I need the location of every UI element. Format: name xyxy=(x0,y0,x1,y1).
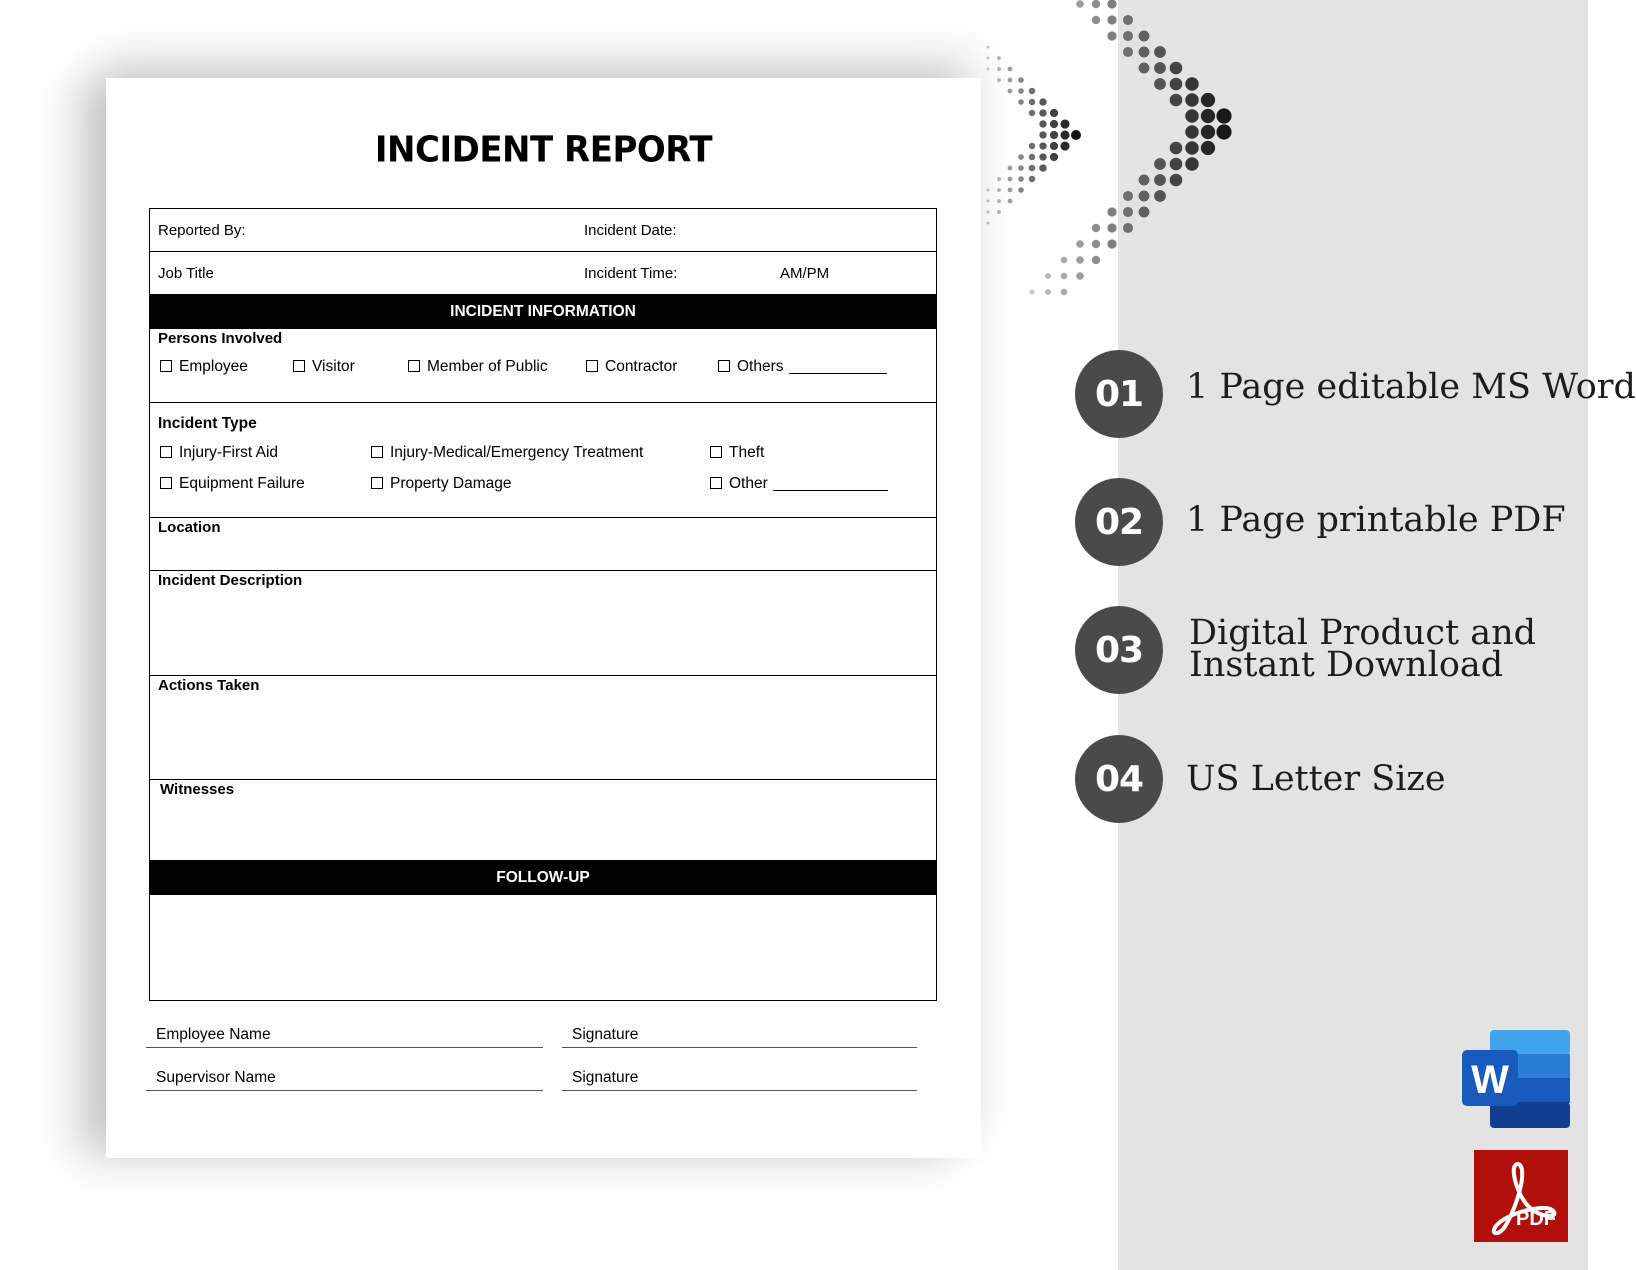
halftone-dot xyxy=(987,222,990,225)
halftone-dot xyxy=(1018,77,1024,83)
actions-taken-label: Actions Taken xyxy=(158,677,260,694)
halftone-dot xyxy=(1029,165,1036,172)
job-title-row xyxy=(150,252,936,294)
reported-by-row xyxy=(150,209,936,252)
checkbox-others[interactable]: Others xyxy=(718,358,887,376)
halftone-dot xyxy=(1061,257,1068,264)
halftone-dot xyxy=(987,68,990,71)
halftone-dot xyxy=(987,211,990,214)
halftone-dot xyxy=(1060,130,1069,139)
halftone-dot xyxy=(1039,142,1046,149)
halftone-dot xyxy=(1029,154,1036,161)
actions-taken-section[interactable] xyxy=(150,676,936,780)
halftone-dot xyxy=(1060,119,1069,128)
checkbox-icon[interactable] xyxy=(160,446,172,458)
supervisor-signature-line[interactable] xyxy=(562,1069,917,1091)
halftone-dot xyxy=(1071,130,1081,140)
incident-form xyxy=(149,208,937,1001)
page-title: INCIDENT REPORT xyxy=(374,129,713,171)
location-section[interactable] xyxy=(150,518,936,571)
supervisor-name-label: Supervisor Name xyxy=(156,1069,276,1086)
halftone-dot xyxy=(1008,166,1013,171)
word-icon xyxy=(1462,1030,1570,1128)
checkbox-icon[interactable] xyxy=(586,360,598,372)
halftone-dot xyxy=(1107,31,1116,40)
halftone-dot xyxy=(997,188,1001,192)
halftone-dot xyxy=(1029,88,1036,95)
checkbox-icon[interactable] xyxy=(160,477,172,489)
feature-text: US Letter Size xyxy=(1186,759,1446,799)
halftone-dot xyxy=(1045,289,1051,295)
svg-text:W: W xyxy=(1471,1058,1509,1102)
others-blank-line[interactable] xyxy=(789,359,887,374)
halftone-dot xyxy=(1076,240,1084,248)
feature-number-badge: 01 xyxy=(1075,350,1163,438)
employee-signature-line[interactable] xyxy=(562,1026,917,1048)
witnesses-label: Witnesses xyxy=(160,781,235,798)
halftone-dot xyxy=(1050,153,1058,161)
persons-involved-label: Persons Involved xyxy=(158,330,283,347)
halftone-dot xyxy=(1050,120,1058,128)
halftone-dot xyxy=(997,56,1001,60)
halftone-dot xyxy=(1050,109,1058,117)
incident-type-section xyxy=(150,403,936,518)
halftone-dot xyxy=(1018,187,1024,193)
halftone-dot xyxy=(1076,0,1084,8)
halftone-dot xyxy=(1107,0,1116,9)
halftone-dot xyxy=(997,67,1001,71)
incident-time-label: Incident Time: xyxy=(584,265,678,282)
halftone-dot xyxy=(987,46,990,49)
feature-text: Digital Product and Instant Download xyxy=(1189,613,1537,685)
employee-name-line[interactable] xyxy=(146,1026,543,1048)
halftone-dot xyxy=(997,78,1001,82)
checkbox-employee[interactable]: Employee xyxy=(160,358,248,376)
checkbox-icon[interactable] xyxy=(408,360,420,372)
halftone-dot xyxy=(1008,67,1013,72)
other-blank-line[interactable] xyxy=(773,476,888,491)
checkbox-theft[interactable]: Theft xyxy=(710,444,764,462)
halftone-dot xyxy=(1018,154,1024,160)
halftone-dot xyxy=(1107,239,1116,248)
halftone-dot xyxy=(1039,131,1046,138)
persons-involved-section xyxy=(150,329,936,403)
halftone-dot xyxy=(987,189,990,192)
halftone-dot xyxy=(987,200,990,203)
witnesses-section[interactable] xyxy=(150,780,936,860)
halftone-dot xyxy=(987,57,990,60)
halftone-dot xyxy=(1008,78,1013,83)
halftone-dot xyxy=(1076,272,1084,280)
halftone-dot xyxy=(1030,290,1035,295)
feature-number-badge: 03 xyxy=(1075,606,1163,694)
checkbox-icon[interactable] xyxy=(718,360,730,372)
halftone-dot xyxy=(1092,256,1100,264)
am-pm-label: AM/PM xyxy=(780,265,830,282)
checkbox-visitor[interactable]: Visitor xyxy=(293,358,355,376)
halftone-dot xyxy=(997,199,1001,203)
halftone-dot xyxy=(1050,131,1058,139)
incident-type-label: Incident Type xyxy=(158,415,257,432)
halftone-dot xyxy=(1018,176,1024,182)
checkbox-equipment-failure[interactable]: Equipment Failure xyxy=(160,475,305,493)
halftone-dot xyxy=(1107,15,1116,24)
location-label: Location xyxy=(158,519,221,536)
halftone-dot xyxy=(1050,142,1058,150)
halftone-dot xyxy=(1061,273,1068,280)
employee-name-label: Employee Name xyxy=(156,1026,271,1043)
feature-text: 1 Page editable MS Word xyxy=(1186,367,1636,407)
checkbox-icon[interactable] xyxy=(371,446,383,458)
checkbox-property-damage[interactable]: Property Damage xyxy=(371,475,511,493)
checkbox-injury-medical[interactable]: Injury-Medical/Emergency Treatment xyxy=(371,444,643,462)
halftone-dot xyxy=(1092,224,1100,232)
feature-number-badge: 04 xyxy=(1075,735,1163,823)
halftone-dot xyxy=(1061,289,1068,296)
halftone-dot xyxy=(1045,273,1051,279)
checkbox-other[interactable]: Other xyxy=(710,475,888,493)
checkbox-icon[interactable] xyxy=(371,477,383,489)
halftone-dot xyxy=(997,177,1001,181)
halftone-dot xyxy=(1076,256,1084,264)
halftone-dot xyxy=(1029,110,1036,117)
pdf-label: PDF xyxy=(1516,1208,1556,1230)
checkbox-icon[interactable] xyxy=(710,446,722,458)
checkbox-icon[interactable] xyxy=(160,360,172,372)
checkbox-icon[interactable] xyxy=(293,360,305,372)
halftone-dot xyxy=(1008,177,1013,182)
halftone-dot xyxy=(1008,199,1013,204)
halftone-dot xyxy=(1060,141,1069,150)
halftone-dot xyxy=(1039,98,1046,105)
incident-description-label: Incident Description xyxy=(158,572,303,589)
checkbox-member-of-public[interactable]: Member of Public xyxy=(408,358,548,376)
halftone-dot xyxy=(1029,143,1036,150)
halftone-dot xyxy=(1092,240,1100,248)
incident-information-header: INCIDENT INFORMATION xyxy=(150,294,936,329)
halftone-dot xyxy=(1018,165,1024,171)
feature-number-badge: 02 xyxy=(1075,478,1163,566)
halftone-dot xyxy=(1092,0,1100,8)
checkbox-contractor[interactable]: Contractor xyxy=(586,358,677,376)
halftone-dot xyxy=(1092,16,1100,24)
halftone-dot xyxy=(1039,109,1046,116)
job-title-label: Job Title xyxy=(158,265,214,282)
incident-description-section[interactable] xyxy=(150,571,936,676)
follow-up-section[interactable] xyxy=(150,895,936,1000)
signature-label: Signature xyxy=(572,1069,639,1086)
incident-date-label: Incident Date: xyxy=(584,222,677,239)
signature-label: Signature xyxy=(572,1026,639,1043)
feature-text: 1 Page printable PDF xyxy=(1186,500,1566,540)
reported-by-label: Reported By: xyxy=(158,222,246,239)
halftone-dot xyxy=(1018,99,1024,105)
halftone-dot xyxy=(1039,153,1046,160)
halftone-dot xyxy=(1018,88,1024,94)
incident-report-page xyxy=(106,78,981,1158)
pdf-icon xyxy=(1474,1150,1568,1242)
checkbox-injury-first-aid[interactable]: Injury-First Aid xyxy=(160,444,278,462)
halftone-dot xyxy=(1107,207,1116,216)
supervisor-name-line[interactable] xyxy=(146,1069,543,1091)
halftone-dot xyxy=(1039,120,1046,127)
halftone-dot xyxy=(1029,99,1036,106)
halftone-dot xyxy=(1008,188,1013,193)
halftone-dot xyxy=(1107,223,1116,232)
halftone-dot xyxy=(1039,164,1046,171)
halftone-dot xyxy=(1029,176,1036,183)
follow-up-header: FOLLOW-UP xyxy=(150,860,936,895)
halftone-dot xyxy=(1008,89,1013,94)
checkbox-icon[interactable] xyxy=(710,477,722,489)
halftone-dot xyxy=(997,210,1001,214)
